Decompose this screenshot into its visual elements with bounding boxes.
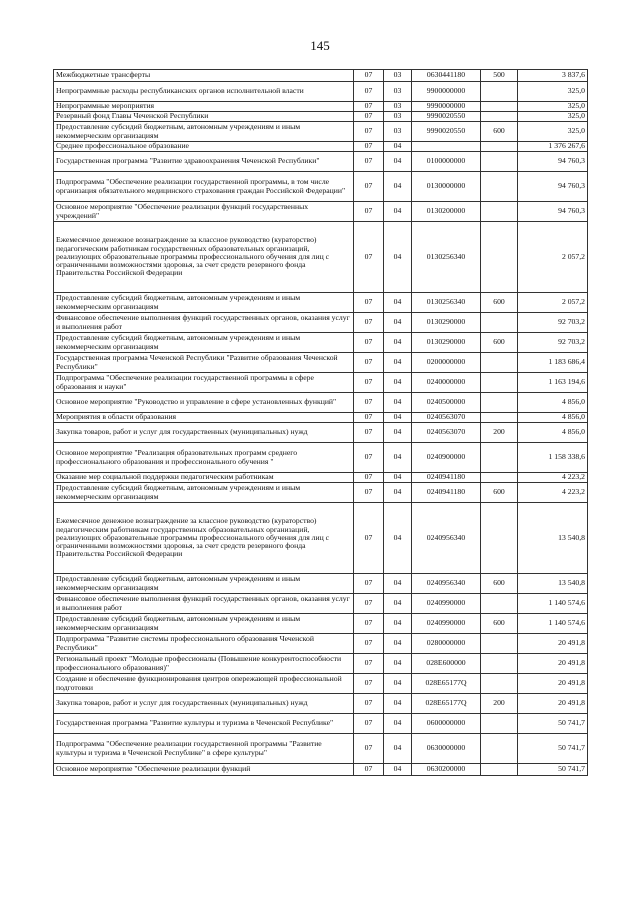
cell-rz: 07 [354, 654, 384, 674]
cell-cs: 0240941180 [412, 473, 481, 483]
cell-vr [481, 353, 518, 373]
cell-name: Основное мероприятие "Обеспечение реализации функций государственных учреждений" [54, 202, 354, 222]
cell-name: Региональный проект "Молодые профессионалы (Повышение конкурентоспособности профессионального образования)" [54, 654, 354, 674]
table-row [54, 353, 588, 373]
cell-vr [481, 373, 518, 393]
table-row [54, 222, 588, 293]
cell-vr [481, 503, 518, 574]
cell-vr [481, 313, 518, 333]
cell-cs: 0130000000 [412, 172, 481, 202]
cell-pr: 03 [384, 112, 412, 122]
cell-name: Создание и обеспечение функционирования центров опережающей профессиональной подготовки [54, 674, 354, 694]
cell-cs: 0240563070 [412, 423, 481, 443]
cell-rz: 07 [354, 764, 384, 776]
cell-name: Ежемесячное денежное вознаграждение за классное руководство (кураторство) педагогическим работникам государственных образовательных организаций, реализующих образовательные программы профессионального обучения для лиц с ограниченными возможностями здоровья, за счет средств резервного фонда Правительства Российской Федерации [54, 503, 354, 574]
cell-rz: 07 [354, 393, 384, 413]
cell-pr: 04 [384, 594, 412, 614]
cell-pr: 04 [384, 353, 412, 373]
cell-name: Среднее профессиональное образование [54, 142, 354, 152]
cell-cs: 028E600000 [412, 654, 481, 674]
cell-name: Межбюджетные трансферты [54, 70, 354, 82]
cell-sum: 325,0 [518, 102, 588, 112]
cell-sum: 325,0 [518, 82, 588, 102]
cell-vr [481, 202, 518, 222]
table-row [54, 423, 588, 443]
cell-sum: 94 760,3 [518, 152, 588, 172]
cell-sum: 4 223,2 [518, 483, 588, 503]
cell-cs: 9990020550 [412, 122, 481, 142]
cell-name: Основное мероприятие "Руководство и управление в сфере установленных функций" [54, 393, 354, 413]
cell-pr: 04 [384, 393, 412, 413]
cell-rz: 07 [354, 443, 384, 473]
table-row [54, 674, 588, 694]
table-row [54, 202, 588, 222]
cell-sum: 1 158 338,6 [518, 443, 588, 473]
cell-sum: 50 741,7 [518, 734, 588, 764]
cell-rz: 07 [354, 333, 384, 353]
cell-pr: 04 [384, 764, 412, 776]
cell-vr [481, 714, 518, 734]
budget-table [53, 69, 588, 776]
cell-sum: 4 223,2 [518, 473, 588, 483]
cell-cs: 0200000000 [412, 353, 481, 373]
cell-rz: 07 [354, 112, 384, 122]
cell-cs: 0600000000 [412, 714, 481, 734]
cell-rz: 07 [354, 70, 384, 82]
cell-name: Государственная программа "Развитие культуры и туризма в Чеченской Республике" [54, 714, 354, 734]
cell-vr [481, 82, 518, 102]
cell-rz: 07 [354, 142, 384, 152]
table-row [54, 654, 588, 674]
cell-name: Предоставление субсидий бюджетным, автономным учреждениям и иным некоммерческим организациям [54, 574, 354, 594]
cell-cs: 0130200000 [412, 202, 481, 222]
cell-vr: 500 [481, 70, 518, 82]
cell-rz: 07 [354, 373, 384, 393]
cell-sum: 20 491,8 [518, 634, 588, 654]
cell-name: Мероприятия в области образования [54, 413, 354, 423]
cell-pr: 04 [384, 574, 412, 594]
cell-cs: 0130256340 [412, 222, 481, 293]
cell-cs: 0240990000 [412, 614, 481, 634]
cell-pr: 04 [384, 293, 412, 313]
cell-rz: 07 [354, 634, 384, 654]
cell-name: Предоставление субсидий бюджетным, автономным учреждениям и иным некоммерческим организациям [54, 614, 354, 634]
cell-sum: 1 183 686,4 [518, 353, 588, 373]
cell-sum: 94 760,3 [518, 202, 588, 222]
table-row [54, 122, 588, 142]
cell-rz: 07 [354, 614, 384, 634]
cell-vr [481, 473, 518, 483]
cell-pr: 04 [384, 313, 412, 333]
cell-pr: 04 [384, 373, 412, 393]
table-row [54, 172, 588, 202]
cell-cs [412, 142, 481, 152]
cell-sum: 1 376 267,6 [518, 142, 588, 152]
cell-sum: 4 856,0 [518, 413, 588, 423]
table-row [54, 333, 588, 353]
cell-cs: 9900000000 [412, 82, 481, 102]
cell-rz: 07 [354, 293, 384, 313]
cell-pr: 04 [384, 142, 412, 152]
cell-pr: 03 [384, 122, 412, 142]
cell-cs: 0240500000 [412, 393, 481, 413]
cell-vr: 600 [481, 122, 518, 142]
cell-name: Предоставление субсидий бюджетным, автономным учреждениям и иным некоммерческим организациям [54, 333, 354, 353]
cell-name: Резервный фонд Главы Чеченской Республики [54, 112, 354, 122]
cell-cs: 0280000000 [412, 634, 481, 654]
cell-vr: 600 [481, 614, 518, 634]
table-row [54, 574, 588, 594]
cell-cs: 0130290000 [412, 333, 481, 353]
cell-pr: 04 [384, 443, 412, 473]
cell-pr: 04 [384, 222, 412, 293]
cell-cs: 0240941180 [412, 483, 481, 503]
cell-pr: 04 [384, 503, 412, 574]
cell-name: Финансовое обеспечение выполнения функций государственных органов, оказания услуг и выполнения работ [54, 594, 354, 614]
cell-vr [481, 594, 518, 614]
cell-name: Закупка товаров, работ и услуг для государственных (муниципальных) нужд [54, 423, 354, 443]
cell-vr: 200 [481, 694, 518, 714]
cell-pr: 04 [384, 734, 412, 764]
cell-vr: 200 [481, 423, 518, 443]
cell-rz: 07 [354, 222, 384, 293]
table-row [54, 413, 588, 423]
cell-name: Непрограммные расходы республиканских органов исполнительной власти [54, 82, 354, 102]
cell-pr: 04 [384, 483, 412, 503]
cell-vr [481, 634, 518, 654]
cell-sum: 4 856,0 [518, 393, 588, 413]
cell-rz: 07 [354, 714, 384, 734]
cell-sum: 13 540,8 [518, 574, 588, 594]
cell-name: Государственная программа "Развитие здравоохранения Чеченской Республики" [54, 152, 354, 172]
cell-vr: 600 [481, 333, 518, 353]
cell-name: Ежемесячное денежное вознаграждение за классное руководство (кураторство) педагогическим работникам государственных образовательных организаций, реализующих образовательные программы профессионального обучения для лиц с ограниченными возможностями здоровья, за счет средств резервного фонда Правительства Российской Федерации [54, 222, 354, 293]
cell-pr: 04 [384, 694, 412, 714]
cell-cs: 0240956340 [412, 503, 481, 574]
table-row [54, 102, 588, 112]
cell-vr [481, 102, 518, 112]
cell-rz: 07 [354, 122, 384, 142]
cell-pr: 04 [384, 423, 412, 443]
table-row [54, 634, 588, 654]
cell-pr: 04 [384, 152, 412, 172]
cell-vr [481, 152, 518, 172]
table-row [54, 594, 588, 614]
cell-sum: 325,0 [518, 122, 588, 142]
cell-sum: 4 856,0 [518, 423, 588, 443]
cell-rz: 07 [354, 313, 384, 333]
cell-rz: 07 [354, 353, 384, 373]
cell-sum: 50 741,7 [518, 714, 588, 734]
table-row [54, 443, 588, 473]
cell-pr: 04 [384, 413, 412, 423]
cell-vr [481, 112, 518, 122]
cell-cs: 028E65177Q [412, 694, 481, 714]
cell-vr: 600 [481, 574, 518, 594]
cell-rz: 07 [354, 574, 384, 594]
cell-rz: 07 [354, 674, 384, 694]
cell-sum: 94 760,3 [518, 172, 588, 202]
cell-rz: 07 [354, 152, 384, 172]
cell-sum: 1 140 574,6 [518, 614, 588, 634]
cell-sum: 325,0 [518, 112, 588, 122]
cell-rz: 07 [354, 413, 384, 423]
table-row [54, 483, 588, 503]
table-row [54, 473, 588, 483]
cell-vr [481, 654, 518, 674]
cell-vr [481, 413, 518, 423]
cell-vr [481, 443, 518, 473]
cell-name: Закупка товаров, работ и услуг для государственных (муниципальных) нужд [54, 694, 354, 714]
cell-rz: 07 [354, 423, 384, 443]
cell-vr [481, 393, 518, 413]
cell-name: Основное мероприятие "Реализация образовательных программ среднего профессионального образования и профессионального обучения " [54, 443, 354, 473]
cell-sum: 3 837,6 [518, 70, 588, 82]
cell-pr: 04 [384, 333, 412, 353]
cell-sum: 50 741,7 [518, 764, 588, 776]
cell-name: Непрограммные мероприятия [54, 102, 354, 112]
cell-name: Финансовое обеспечение выполнения функций государственных органов, оказания услуг и выполнения работ [54, 313, 354, 333]
table-row [54, 112, 588, 122]
cell-rz: 07 [354, 694, 384, 714]
cell-cs: 0130290000 [412, 313, 481, 333]
cell-sum: 20 491,8 [518, 674, 588, 694]
cell-sum: 2 057,2 [518, 293, 588, 313]
cell-cs: 9990020550 [412, 112, 481, 122]
table-row [54, 70, 588, 82]
table-row [54, 313, 588, 333]
cell-rz: 07 [354, 594, 384, 614]
cell-sum: 1 140 574,6 [518, 594, 588, 614]
cell-sum: 20 491,8 [518, 654, 588, 674]
cell-name: Подпрограмма "Обеспечение реализации государственной программы, в том числе организация обязательного медицинского страхования граждан Российской Федерации" [54, 172, 354, 202]
cell-cs: 0630200000 [412, 764, 481, 776]
cell-pr: 04 [384, 172, 412, 202]
cell-pr: 04 [384, 714, 412, 734]
cell-pr: 04 [384, 202, 412, 222]
cell-rz: 07 [354, 82, 384, 102]
table-row [54, 82, 588, 102]
cell-cs: 0630441180 [412, 70, 481, 82]
table-row [54, 373, 588, 393]
cell-cs: 0630000000 [412, 734, 481, 764]
cell-cs: 0240000000 [412, 373, 481, 393]
page-number: 145 [310, 38, 330, 53]
table-row [54, 734, 588, 764]
cell-vr [481, 734, 518, 764]
cell-name: Оказание мер социальной поддержки педагогическим работникам [54, 473, 354, 483]
table-row [54, 393, 588, 413]
cell-cs: 0240900000 [412, 443, 481, 473]
cell-sum: 1 163 194,6 [518, 373, 588, 393]
table-row [54, 764, 588, 776]
cell-vr: 600 [481, 483, 518, 503]
cell-name: Предоставление субсидий бюджетным, автономным учреждениям и иным некоммерческим организациям [54, 483, 354, 503]
cell-sum: 92 703,2 [518, 313, 588, 333]
cell-rz: 07 [354, 503, 384, 574]
cell-pr: 04 [384, 473, 412, 483]
cell-rz: 07 [354, 734, 384, 764]
cell-vr [481, 222, 518, 293]
table-row [54, 694, 588, 714]
cell-vr: 600 [481, 293, 518, 313]
table-row [54, 142, 588, 152]
table-row [54, 503, 588, 574]
cell-pr: 03 [384, 82, 412, 102]
cell-pr: 04 [384, 654, 412, 674]
cell-cs: 0240956340 [412, 574, 481, 594]
cell-vr [481, 674, 518, 694]
cell-cs: 0100000000 [412, 152, 481, 172]
cell-pr: 04 [384, 674, 412, 694]
cell-name: Подпрограмма "Обеспечение реализации государственной программы "Развитие культуры и туризма в Чеченской Республике" в сфере культуры" [54, 734, 354, 764]
table-row [54, 614, 588, 634]
cell-pr: 04 [384, 614, 412, 634]
table-row [54, 293, 588, 313]
cell-cs: 0240990000 [412, 594, 481, 614]
cell-sum: 92 703,2 [518, 333, 588, 353]
cell-name: Подпрограмма "Обеспечение реализации государственной программы в сфере образования и науки" [54, 373, 354, 393]
cell-rz: 07 [354, 202, 384, 222]
cell-rz: 07 [354, 473, 384, 483]
cell-sum: 2 057,2 [518, 222, 588, 293]
cell-rz: 07 [354, 172, 384, 202]
cell-vr [481, 764, 518, 776]
cell-rz: 07 [354, 102, 384, 112]
cell-name: Государственная программа Чеченской Республики "Развитие образования Чеченской Республики" [54, 353, 354, 373]
cell-sum: 13 540,8 [518, 503, 588, 574]
table-row [54, 714, 588, 734]
cell-vr [481, 172, 518, 202]
cell-name: Подпрограмма "Развитие системы профессионального образования Чеченской Республики" [54, 634, 354, 654]
cell-cs: 0130256340 [412, 293, 481, 313]
cell-pr: 03 [384, 102, 412, 112]
cell-cs: 9990000000 [412, 102, 481, 112]
table-row [54, 152, 588, 172]
cell-cs: 028E65177Q [412, 674, 481, 694]
cell-vr [481, 142, 518, 152]
cell-cs: 0240563070 [412, 413, 481, 423]
cell-rz: 07 [354, 483, 384, 503]
cell-pr: 04 [384, 634, 412, 654]
cell-pr: 03 [384, 70, 412, 82]
cell-name: Предоставление субсидий бюджетным, автономным учреждениям и иным некоммерческим организациям [54, 122, 354, 142]
cell-name: Основное мероприятие "Обеспечение реализации функций [54, 764, 354, 776]
cell-sum: 20 491,8 [518, 694, 588, 714]
cell-name: Предоставление субсидий бюджетным, автономным учреждениям и иным некоммерческим организациям [54, 293, 354, 313]
